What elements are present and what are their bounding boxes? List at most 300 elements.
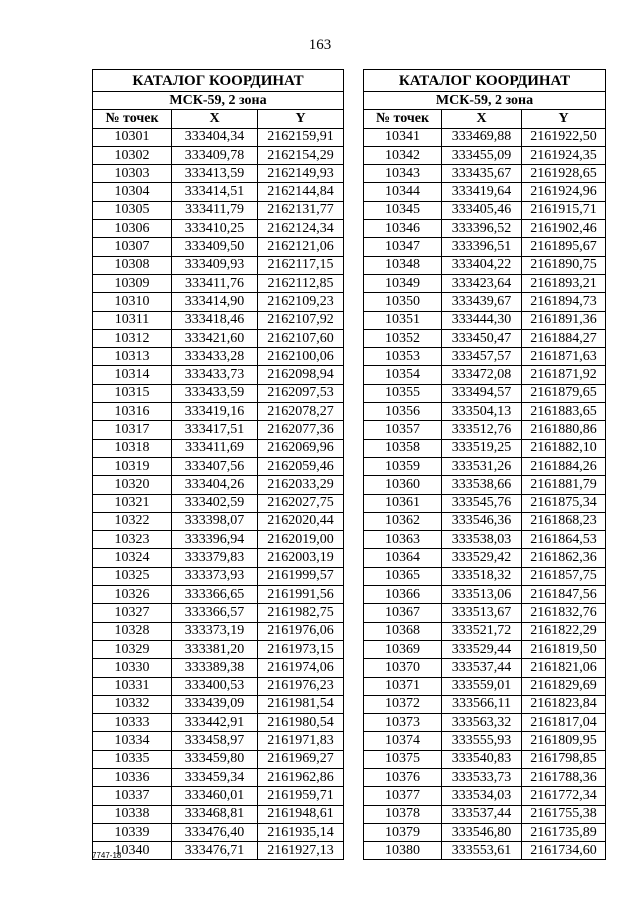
catalog-zone: МСК-59, 2 зона: [364, 92, 606, 110]
y-coordinate-cell: 2162069,96: [258, 439, 344, 457]
x-coordinate-cell: 333563,32: [442, 714, 522, 732]
x-coordinate-cell: 333381,20: [172, 640, 258, 658]
y-coordinate-cell: 2161847,56: [522, 586, 606, 604]
table-row: [364, 659, 606, 677]
point-number-cell: 10347: [364, 238, 442, 256]
x-coordinate-cell: 333439,67: [442, 293, 522, 311]
x-coordinate-cell: 333457,57: [442, 348, 522, 366]
point-number-cell: 10361: [364, 494, 442, 512]
catalog-body: [364, 128, 606, 860]
table-row: [364, 586, 606, 604]
table-row: [93, 220, 344, 238]
y-coordinate-cell: 2161893,21: [522, 274, 606, 292]
y-coordinate-cell: 2161819,50: [522, 640, 606, 658]
x-coordinate-cell: 333450,47: [442, 329, 522, 347]
y-coordinate-cell: 2161935,14: [258, 823, 344, 841]
y-coordinate-cell: 2162033,29: [258, 476, 344, 494]
point-number-cell: 10379: [364, 823, 442, 841]
point-number-cell: 10367: [364, 604, 442, 622]
y-coordinate-cell: 2161924,35: [522, 146, 606, 164]
y-coordinate-cell: 2161829,69: [522, 677, 606, 695]
point-number-cell: 10309: [93, 274, 172, 292]
y-coordinate-cell: 2161772,34: [522, 787, 606, 805]
table-row: [364, 549, 606, 567]
y-coordinate-cell: 2162107,60: [258, 329, 344, 347]
x-coordinate-cell: 333546,36: [442, 512, 522, 530]
table-row: [364, 842, 606, 860]
y-coordinate-cell: 2161884,26: [522, 457, 606, 475]
point-number-cell: 10325: [93, 567, 172, 585]
table-row: [93, 787, 344, 805]
y-coordinate-cell: 2161980,54: [258, 714, 344, 732]
table-row: [364, 311, 606, 329]
table-row: [93, 805, 344, 823]
point-number-cell: 10313: [93, 348, 172, 366]
y-coordinate-cell: 2161902,46: [522, 220, 606, 238]
y-coordinate-cell: 2162027,75: [258, 494, 344, 512]
table-row: [93, 238, 344, 256]
y-coordinate-cell: 2162144,84: [258, 183, 344, 201]
point-number-cell: 10316: [93, 403, 172, 421]
y-coordinate-cell: 2161871,63: [522, 348, 606, 366]
x-coordinate-cell: 333366,57: [172, 604, 258, 622]
y-coordinate-cell: 2161982,75: [258, 604, 344, 622]
x-coordinate-cell: 333439,09: [172, 695, 258, 713]
point-number-cell: 10301: [93, 128, 172, 146]
table-row: [364, 293, 606, 311]
table-row: [364, 403, 606, 421]
point-number-cell: 10368: [364, 622, 442, 640]
catalog-body: [93, 128, 344, 860]
point-number-cell: 10319: [93, 457, 172, 475]
x-coordinate-cell: 333494,57: [442, 384, 522, 402]
x-coordinate-cell: 333433,73: [172, 366, 258, 384]
point-number-cell: 10378: [364, 805, 442, 823]
table-row: [93, 732, 344, 750]
point-number-cell: 10305: [93, 201, 172, 219]
point-number-cell: 10302: [93, 146, 172, 164]
y-coordinate-cell: 2162112,85: [258, 274, 344, 292]
y-coordinate-cell: 2161976,23: [258, 677, 344, 695]
point-number-cell: 10350: [364, 293, 442, 311]
y-coordinate-cell: 2161999,57: [258, 567, 344, 585]
point-number-cell: 10307: [93, 238, 172, 256]
y-coordinate-cell: 2162107,92: [258, 311, 344, 329]
table-row: [93, 549, 344, 567]
catalog-title: КАТАЛОГ КООРДИНАТ: [364, 70, 606, 92]
point-number-cell: 10338: [93, 805, 172, 823]
x-coordinate-cell: 333418,46: [172, 311, 258, 329]
table-row: [93, 823, 344, 841]
y-coordinate-cell: 2162100,06: [258, 348, 344, 366]
table-row: [364, 439, 606, 457]
y-coordinate-cell: 2161862,36: [522, 549, 606, 567]
y-coordinate-cell: 2161915,71: [522, 201, 606, 219]
x-coordinate-cell: 333518,32: [442, 567, 522, 585]
table-row: [364, 457, 606, 475]
table-row: [364, 531, 606, 549]
y-coordinate-cell: 2161891,36: [522, 311, 606, 329]
table-row: [93, 640, 344, 658]
column-header-x: X: [172, 110, 258, 128]
x-coordinate-cell: 333442,91: [172, 714, 258, 732]
table-row: [93, 768, 344, 786]
table-row: [93, 165, 344, 183]
table-row: [364, 677, 606, 695]
x-coordinate-cell: 333444,30: [442, 311, 522, 329]
point-number-cell: 10355: [364, 384, 442, 402]
x-coordinate-cell: 333402,59: [172, 494, 258, 512]
table-row: [364, 384, 606, 402]
table-row: [364, 274, 606, 292]
point-number-cell: 10321: [93, 494, 172, 512]
table-row: [93, 567, 344, 585]
x-coordinate-cell: 333540,83: [442, 750, 522, 768]
catalog-zone: МСК-59, 2 зона: [93, 92, 344, 110]
x-coordinate-cell: 333389,38: [172, 659, 258, 677]
table-row: [364, 128, 606, 146]
y-coordinate-cell: 2161971,83: [258, 732, 344, 750]
x-coordinate-cell: 333414,90: [172, 293, 258, 311]
table-row: [93, 403, 344, 421]
y-coordinate-cell: 2161864,53: [522, 531, 606, 549]
y-coordinate-cell: 2161884,27: [522, 329, 606, 347]
point-number-cell: 10317: [93, 421, 172, 439]
point-number-cell: 10343: [364, 165, 442, 183]
y-coordinate-cell: 2162078,27: [258, 403, 344, 421]
x-coordinate-cell: 333409,93: [172, 256, 258, 274]
y-coordinate-cell: 2161735,89: [522, 823, 606, 841]
point-number-cell: 10348: [364, 256, 442, 274]
x-coordinate-cell: 333458,97: [172, 732, 258, 750]
table-row: [364, 787, 606, 805]
y-coordinate-cell: 2161962,86: [258, 768, 344, 786]
table-row: [364, 146, 606, 164]
x-coordinate-cell: 333404,26: [172, 476, 258, 494]
y-coordinate-cell: 2161974,06: [258, 659, 344, 677]
table-row: [364, 238, 606, 256]
point-number-cell: 10357: [364, 421, 442, 439]
table-row: [93, 128, 344, 146]
table-row: [93, 494, 344, 512]
y-coordinate-cell: 2162131,77: [258, 201, 344, 219]
x-coordinate-cell: 333512,76: [442, 421, 522, 439]
x-coordinate-cell: 333396,52: [442, 220, 522, 238]
table-row: [364, 695, 606, 713]
table-row: [93, 659, 344, 677]
point-number-cell: 10326: [93, 586, 172, 604]
x-coordinate-cell: 333468,81: [172, 805, 258, 823]
x-coordinate-cell: 333404,22: [442, 256, 522, 274]
point-number-cell: 10323: [93, 531, 172, 549]
table-row: [93, 604, 344, 622]
point-number-cell: 10324: [93, 549, 172, 567]
x-coordinate-cell: 333529,42: [442, 549, 522, 567]
point-number-cell: 10328: [93, 622, 172, 640]
table-row: [364, 165, 606, 183]
point-number-cell: 10372: [364, 695, 442, 713]
coordinate-catalog-table-left: [92, 69, 344, 860]
point-number-cell: 10333: [93, 714, 172, 732]
point-number-cell: 10360: [364, 476, 442, 494]
point-number-cell: 10336: [93, 768, 172, 786]
table-row: [364, 768, 606, 786]
point-number-cell: 10312: [93, 329, 172, 347]
table-row: [364, 604, 606, 622]
y-coordinate-cell: 2162019,00: [258, 531, 344, 549]
x-coordinate-cell: 333472,08: [442, 366, 522, 384]
document-code: 7747-18: [92, 851, 122, 860]
y-coordinate-cell: 2162109,23: [258, 293, 344, 311]
point-number-cell: 10365: [364, 567, 442, 585]
y-coordinate-cell: 2161823,84: [522, 695, 606, 713]
column-header-point-number: № точек: [364, 110, 442, 128]
y-coordinate-cell: 2161882,10: [522, 439, 606, 457]
column-header-x: X: [442, 110, 522, 128]
point-number-cell: 10306: [93, 220, 172, 238]
point-number-cell: 10339: [93, 823, 172, 841]
y-coordinate-cell: 2162149,93: [258, 165, 344, 183]
x-coordinate-cell: 333459,80: [172, 750, 258, 768]
y-coordinate-cell: 2161928,65: [522, 165, 606, 183]
x-coordinate-cell: 333519,25: [442, 439, 522, 457]
table-row: [93, 201, 344, 219]
x-coordinate-cell: 333553,61: [442, 842, 522, 860]
coordinate-catalog-table-right: [363, 69, 606, 860]
table-row: [364, 348, 606, 366]
y-coordinate-cell: 2162121,06: [258, 238, 344, 256]
y-coordinate-cell: 2162059,46: [258, 457, 344, 475]
point-number-cell: 10327: [93, 604, 172, 622]
x-coordinate-cell: 333413,59: [172, 165, 258, 183]
x-coordinate-cell: 333559,01: [442, 677, 522, 695]
x-coordinate-cell: 333460,01: [172, 787, 258, 805]
x-coordinate-cell: 333409,50: [172, 238, 258, 256]
x-coordinate-cell: 333407,56: [172, 457, 258, 475]
table-row: [93, 695, 344, 713]
table-row: [364, 256, 606, 274]
x-coordinate-cell: 333398,07: [172, 512, 258, 530]
point-number-cell: 10341: [364, 128, 442, 146]
point-number-cell: 10329: [93, 640, 172, 658]
point-number-cell: 10375: [364, 750, 442, 768]
x-coordinate-cell: 333396,51: [442, 238, 522, 256]
point-number-cell: 10337: [93, 787, 172, 805]
table-row: [364, 640, 606, 658]
table-row: [93, 421, 344, 439]
point-number-cell: 10370: [364, 659, 442, 677]
y-coordinate-cell: 2161821,06: [522, 659, 606, 677]
point-number-cell: 10310: [93, 293, 172, 311]
point-number-cell: 10304: [93, 183, 172, 201]
x-coordinate-cell: 333546,80: [442, 823, 522, 841]
y-coordinate-cell: 2162154,29: [258, 146, 344, 164]
y-coordinate-cell: 2162117,15: [258, 256, 344, 274]
x-coordinate-cell: 333419,16: [172, 403, 258, 421]
column-header-y: Y: [258, 110, 344, 128]
x-coordinate-cell: 333459,34: [172, 768, 258, 786]
point-number-cell: 10362: [364, 512, 442, 530]
point-number-cell: 10334: [93, 732, 172, 750]
point-number-cell: 10322: [93, 512, 172, 530]
table-row: [93, 384, 344, 402]
table-row: [93, 439, 344, 457]
point-number-cell: 10303: [93, 165, 172, 183]
point-number-cell: 10351: [364, 311, 442, 329]
point-number-cell: 10346: [364, 220, 442, 238]
y-coordinate-cell: 2161991,56: [258, 586, 344, 604]
y-coordinate-cell: 2161755,38: [522, 805, 606, 823]
table-row: [364, 732, 606, 750]
x-coordinate-cell: 333405,46: [442, 201, 522, 219]
point-number-cell: 10352: [364, 329, 442, 347]
x-coordinate-cell: 333521,72: [442, 622, 522, 640]
point-number-cell: 10340: [93, 842, 172, 860]
y-coordinate-cell: 2161734,60: [522, 842, 606, 860]
x-coordinate-cell: 333533,73: [442, 768, 522, 786]
point-number-cell: 10366: [364, 586, 442, 604]
x-coordinate-cell: 333537,44: [442, 805, 522, 823]
point-number-cell: 10364: [364, 549, 442, 567]
y-coordinate-cell: 2161981,54: [258, 695, 344, 713]
table-row: [93, 348, 344, 366]
table-row: [364, 201, 606, 219]
y-coordinate-cell: 2161924,96: [522, 183, 606, 201]
table-row: [93, 329, 344, 347]
y-coordinate-cell: 2161959,71: [258, 787, 344, 805]
y-coordinate-cell: 2161948,61: [258, 805, 344, 823]
x-coordinate-cell: 333411,69: [172, 439, 258, 457]
table-row: [364, 512, 606, 530]
x-coordinate-cell: 333373,93: [172, 567, 258, 585]
point-number-cell: 10332: [93, 695, 172, 713]
x-coordinate-cell: 333566,11: [442, 695, 522, 713]
point-number-cell: 10369: [364, 640, 442, 658]
point-number-cell: 10358: [364, 439, 442, 457]
x-coordinate-cell: 333476,40: [172, 823, 258, 841]
table-row: [364, 220, 606, 238]
table-row: [93, 457, 344, 475]
table-row: [93, 714, 344, 732]
table-row: [93, 256, 344, 274]
table-row: [93, 366, 344, 384]
y-coordinate-cell: 2161857,75: [522, 567, 606, 585]
table-row: [93, 586, 344, 604]
table-row: [364, 567, 606, 585]
point-number-cell: 10315: [93, 384, 172, 402]
x-coordinate-cell: 333419,64: [442, 183, 522, 201]
y-coordinate-cell: 2161788,36: [522, 768, 606, 786]
x-coordinate-cell: 333421,60: [172, 329, 258, 347]
y-coordinate-cell: 2161879,65: [522, 384, 606, 402]
x-coordinate-cell: 333469,88: [442, 128, 522, 146]
table-row: [93, 531, 344, 549]
y-coordinate-cell: 2162020,44: [258, 512, 344, 530]
point-number-cell: 10356: [364, 403, 442, 421]
column-header-y: Y: [522, 110, 606, 128]
x-coordinate-cell: 333409,78: [172, 146, 258, 164]
point-number-cell: 10363: [364, 531, 442, 549]
table-row: [364, 805, 606, 823]
table-row: [93, 842, 344, 860]
x-coordinate-cell: 333411,79: [172, 201, 258, 219]
x-coordinate-cell: 333404,34: [172, 128, 258, 146]
x-coordinate-cell: 333379,83: [172, 549, 258, 567]
y-coordinate-cell: 2162097,53: [258, 384, 344, 402]
point-number-cell: 10354: [364, 366, 442, 384]
point-number-cell: 10308: [93, 256, 172, 274]
y-coordinate-cell: 2162124,34: [258, 220, 344, 238]
x-coordinate-cell: 333396,94: [172, 531, 258, 549]
y-coordinate-cell: 2161895,67: [522, 238, 606, 256]
table-row: [93, 183, 344, 201]
x-coordinate-cell: 333555,93: [442, 732, 522, 750]
x-coordinate-cell: 333455,09: [442, 146, 522, 164]
x-coordinate-cell: 333538,03: [442, 531, 522, 549]
table-row: [93, 512, 344, 530]
y-coordinate-cell: 2162098,94: [258, 366, 344, 384]
x-coordinate-cell: 333538,66: [442, 476, 522, 494]
y-coordinate-cell: 2161894,73: [522, 293, 606, 311]
y-coordinate-cell: 2161976,06: [258, 622, 344, 640]
point-number-cell: 10373: [364, 714, 442, 732]
x-coordinate-cell: 333373,19: [172, 622, 258, 640]
point-number-cell: 10371: [364, 677, 442, 695]
y-coordinate-cell: 2161832,76: [522, 604, 606, 622]
column-header-point-number: № точек: [93, 110, 172, 128]
table-row: [364, 494, 606, 512]
x-coordinate-cell: 333531,26: [442, 457, 522, 475]
y-coordinate-cell: 2161868,23: [522, 512, 606, 530]
point-number-cell: 10353: [364, 348, 442, 366]
y-coordinate-cell: 2161880,86: [522, 421, 606, 439]
table-row: [93, 274, 344, 292]
y-coordinate-cell: 2161969,27: [258, 750, 344, 768]
y-coordinate-cell: 2161890,75: [522, 256, 606, 274]
point-number-cell: 10311: [93, 311, 172, 329]
point-number-cell: 10335: [93, 750, 172, 768]
y-coordinate-cell: 2161883,65: [522, 403, 606, 421]
point-number-cell: 10320: [93, 476, 172, 494]
table-row: [93, 677, 344, 695]
table-row: [364, 750, 606, 768]
x-coordinate-cell: 333435,67: [442, 165, 522, 183]
table-row: [364, 622, 606, 640]
x-coordinate-cell: 333423,64: [442, 274, 522, 292]
x-coordinate-cell: 333411,76: [172, 274, 258, 292]
y-coordinate-cell: 2161817,04: [522, 714, 606, 732]
y-coordinate-cell: 2161922,50: [522, 128, 606, 146]
y-coordinate-cell: 2161881,79: [522, 476, 606, 494]
x-coordinate-cell: 333504,13: [442, 403, 522, 421]
y-coordinate-cell: 2161973,15: [258, 640, 344, 658]
point-number-cell: 10380: [364, 842, 442, 860]
y-coordinate-cell: 2161798,85: [522, 750, 606, 768]
table-row: [93, 293, 344, 311]
x-coordinate-cell: 333476,71: [172, 842, 258, 860]
x-coordinate-cell: 333433,59: [172, 384, 258, 402]
point-number-cell: 10374: [364, 732, 442, 750]
y-coordinate-cell: 2161871,92: [522, 366, 606, 384]
point-number-cell: 10331: [93, 677, 172, 695]
catalog-title: КАТАЛОГ КООРДИНАТ: [93, 70, 344, 92]
page-number: 163: [308, 37, 332, 53]
x-coordinate-cell: 333513,06: [442, 586, 522, 604]
point-number-cell: 10330: [93, 659, 172, 677]
x-coordinate-cell: 333417,51: [172, 421, 258, 439]
y-coordinate-cell: 2162003,19: [258, 549, 344, 567]
y-coordinate-cell: 2161809,95: [522, 732, 606, 750]
